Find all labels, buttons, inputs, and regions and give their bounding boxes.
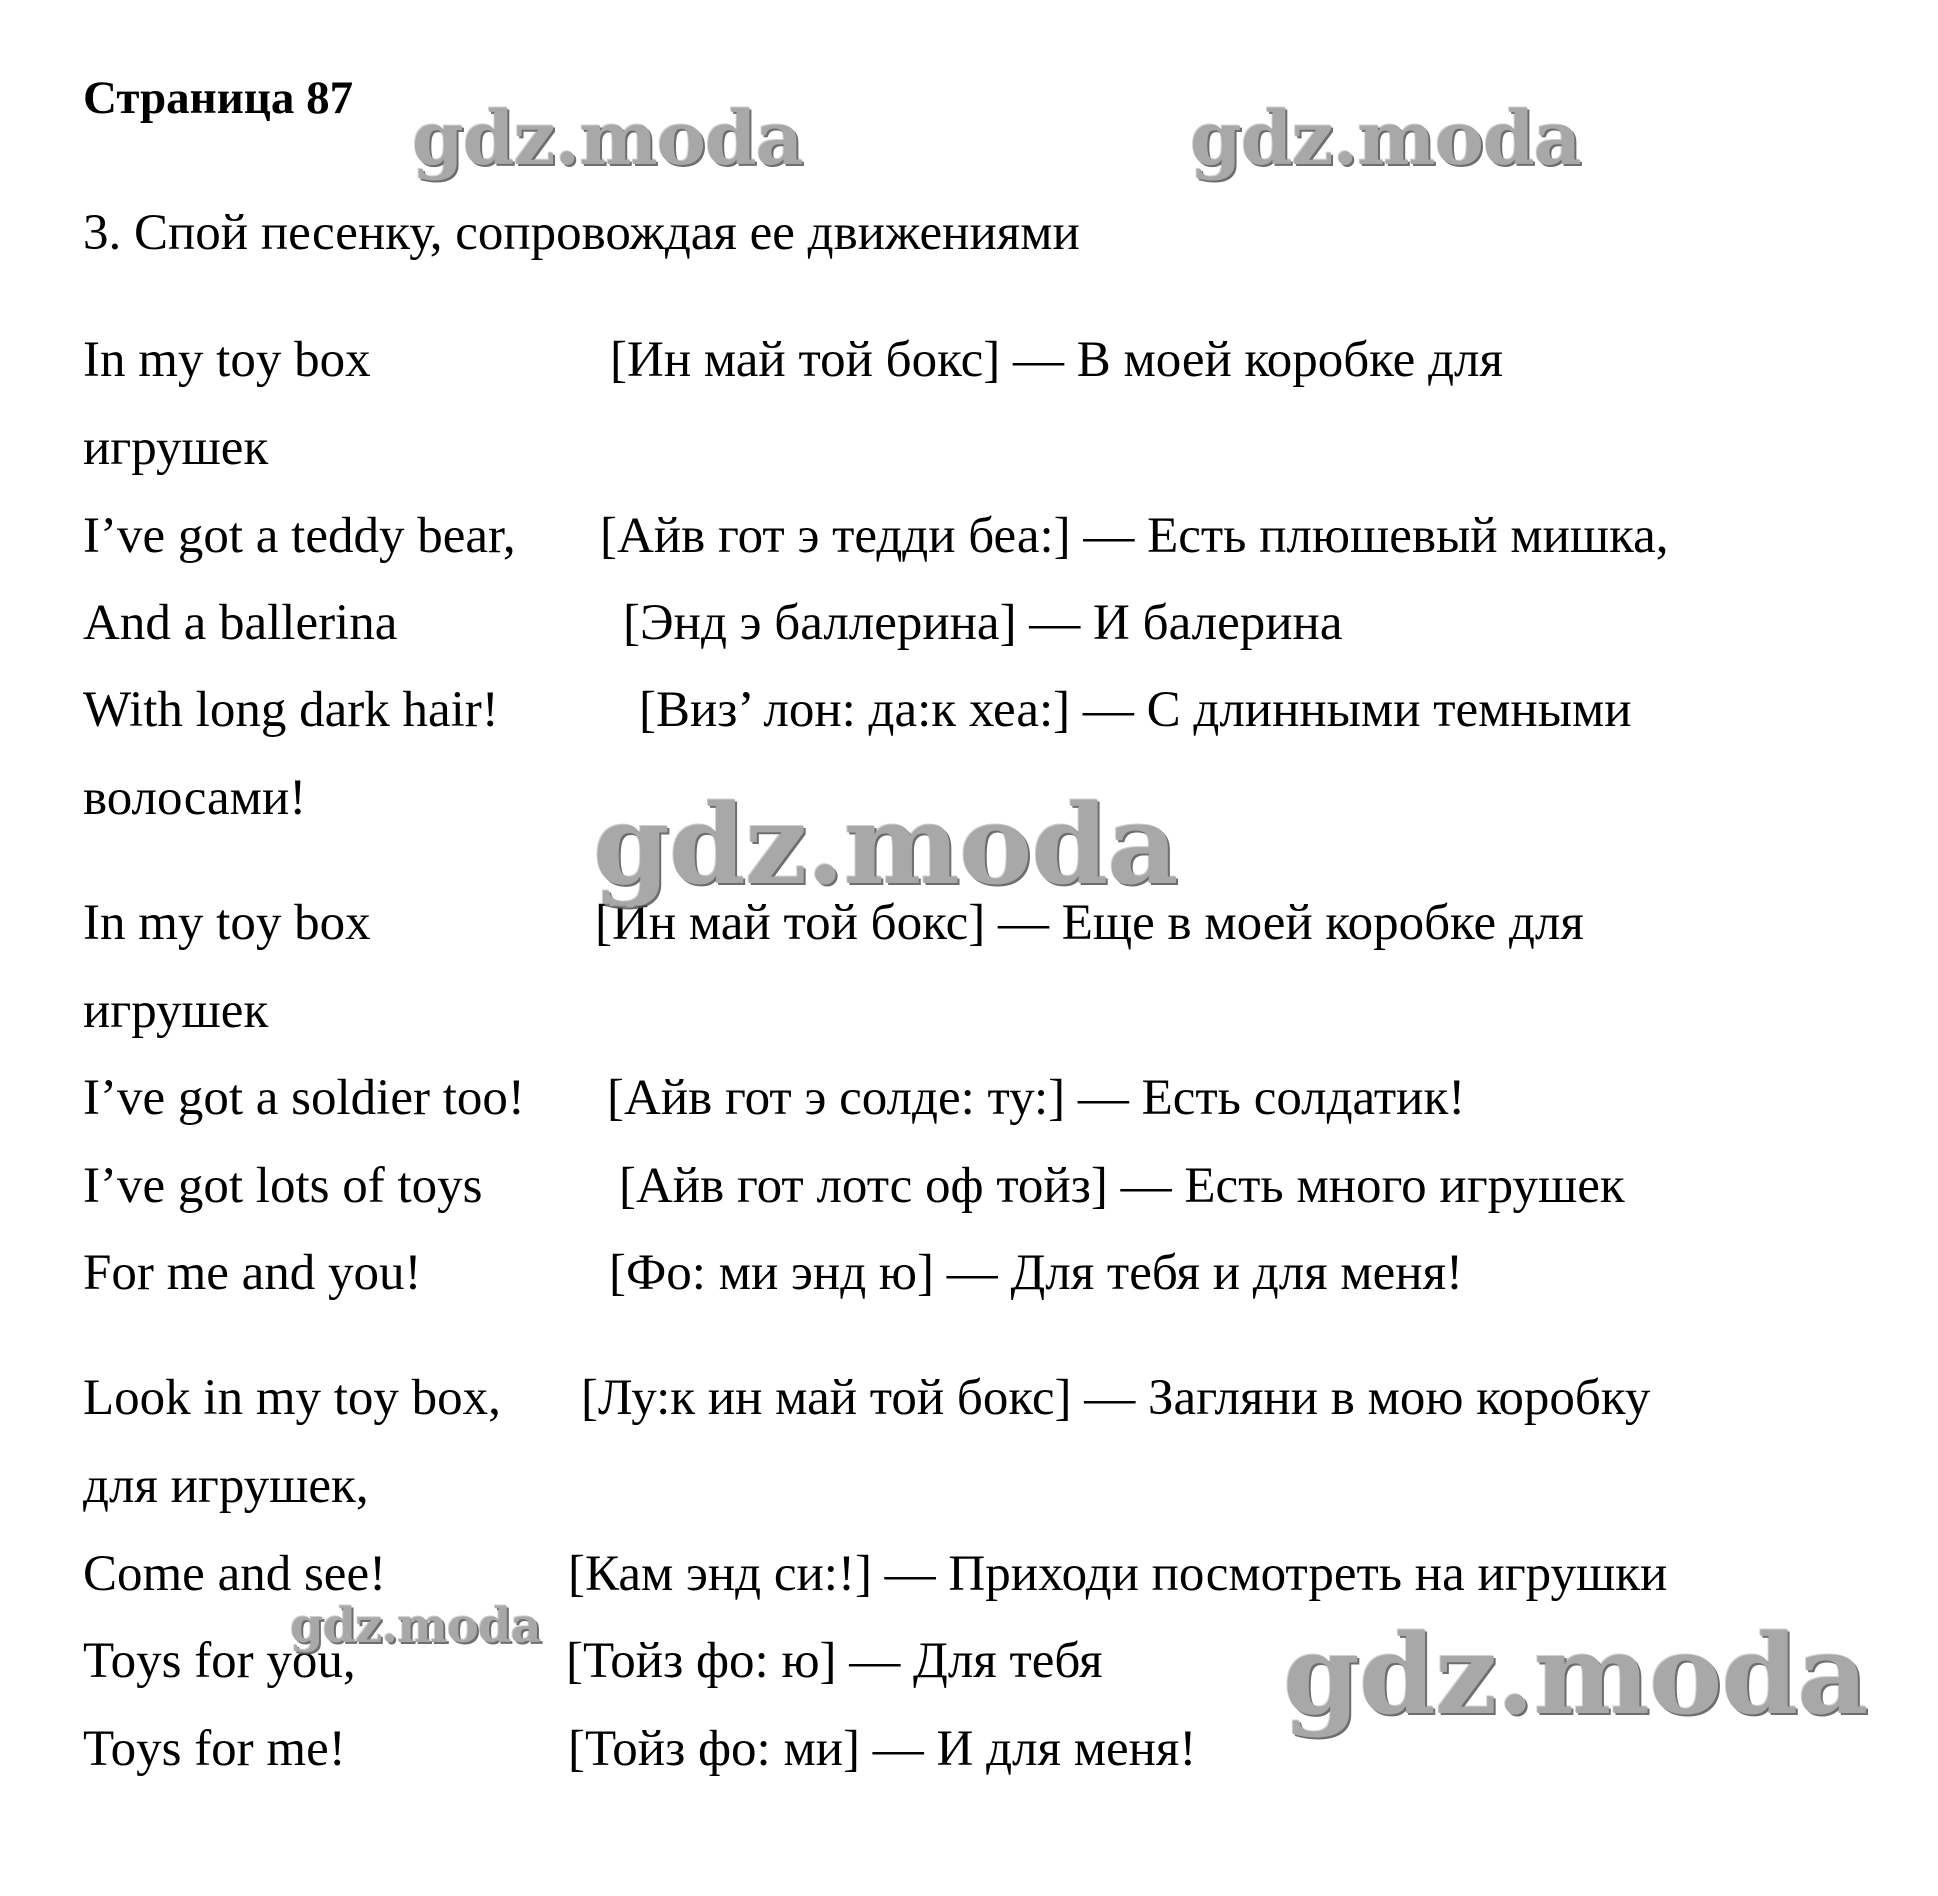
english-lyric: In my toy box [83, 332, 371, 388]
transcription-translation: [Фо: ми энд ю] — Для тебя и для меня! [609, 1245, 1464, 1301]
lyric-line [83, 1156, 1625, 1216]
transcription-translation: [Айв гот э тедди беа:] — Есть плюшевый мишка, [600, 508, 1669, 564]
lyric-line [83, 1243, 1464, 1303]
english-lyric: I’ve got a soldier too! [83, 1070, 525, 1126]
english-lyric: In my toy box [83, 895, 371, 951]
lyric-line [83, 1544, 1668, 1604]
lyric-line [83, 330, 1503, 390]
english-lyric: Look in my toy box, [83, 1370, 501, 1426]
transcription-translation: [Виз’ лон: да:к хеа:] — С длинными темными [639, 682, 1632, 738]
lyric-line [83, 506, 1669, 566]
lyric-line [83, 1719, 1197, 1779]
page-title: Страница 87 [83, 72, 354, 124]
watermark: gdz.moda [412, 96, 803, 182]
lyric-line [83, 893, 1584, 953]
watermark: gdz.moda [1190, 96, 1581, 182]
english-lyric: Come and see! [83, 1546, 387, 1602]
transcription-translation: [Тойз фо: ми] — И для меня! [568, 1721, 1197, 1777]
english-lyric: With long dark hair! [83, 682, 499, 738]
watermark: gdz.moda [290, 1598, 541, 1654]
english-lyric: Toys for you, [83, 1633, 356, 1689]
transcription-translation: [Кам энд си:!] — Приходи посмотреть на игрушки [568, 1546, 1668, 1602]
watermark: gdz.moda [593, 780, 1178, 909]
english-lyric: I’ve got lots of toys [83, 1158, 483, 1214]
lyric-line [83, 1068, 1466, 1128]
lyric-line [83, 680, 1632, 740]
english-lyric: I’ve got a teddy bear, [83, 508, 516, 564]
transcription-translation: [Айв гот лотс оф тойз] — Есть много игрушек [619, 1158, 1625, 1214]
transcription-translation: [Лу:к ин май той бокс] — Загляни в мою коробку [581, 1370, 1651, 1426]
lyric-continuation: игрушек [83, 983, 269, 1039]
transcription-translation: [Энд э баллерина] — И балерина [623, 595, 1343, 651]
transcription-translation: [Айв гот э солде: ту:] — Есть солдатик! [607, 1070, 1466, 1126]
lyric-line [83, 1631, 1103, 1691]
lyric-continuation: игрушек [83, 420, 269, 476]
task-instruction: 3. Спой песенку, сопровождая ее движениями [83, 205, 1080, 261]
english-lyric: And a ballerina [83, 595, 398, 651]
english-lyric: For me and you! [83, 1245, 422, 1301]
lyric-line [83, 593, 1343, 653]
transcription-translation: [Ин май той бокс] — Еще в моей коробке для [595, 895, 1584, 951]
watermark: gdz.moda [1283, 1610, 1868, 1739]
transcription-translation: [Ин май той бокс] — В моей коробке для [610, 332, 1503, 388]
transcription-translation: [Тойз фо: ю] — Для тебя [566, 1633, 1103, 1689]
english-lyric: Toys for me! [83, 1721, 346, 1777]
lyric-continuation: для игрушек, [83, 1458, 369, 1514]
lyric-continuation: волосами! [83, 770, 307, 826]
lyric-line [83, 1368, 1651, 1428]
